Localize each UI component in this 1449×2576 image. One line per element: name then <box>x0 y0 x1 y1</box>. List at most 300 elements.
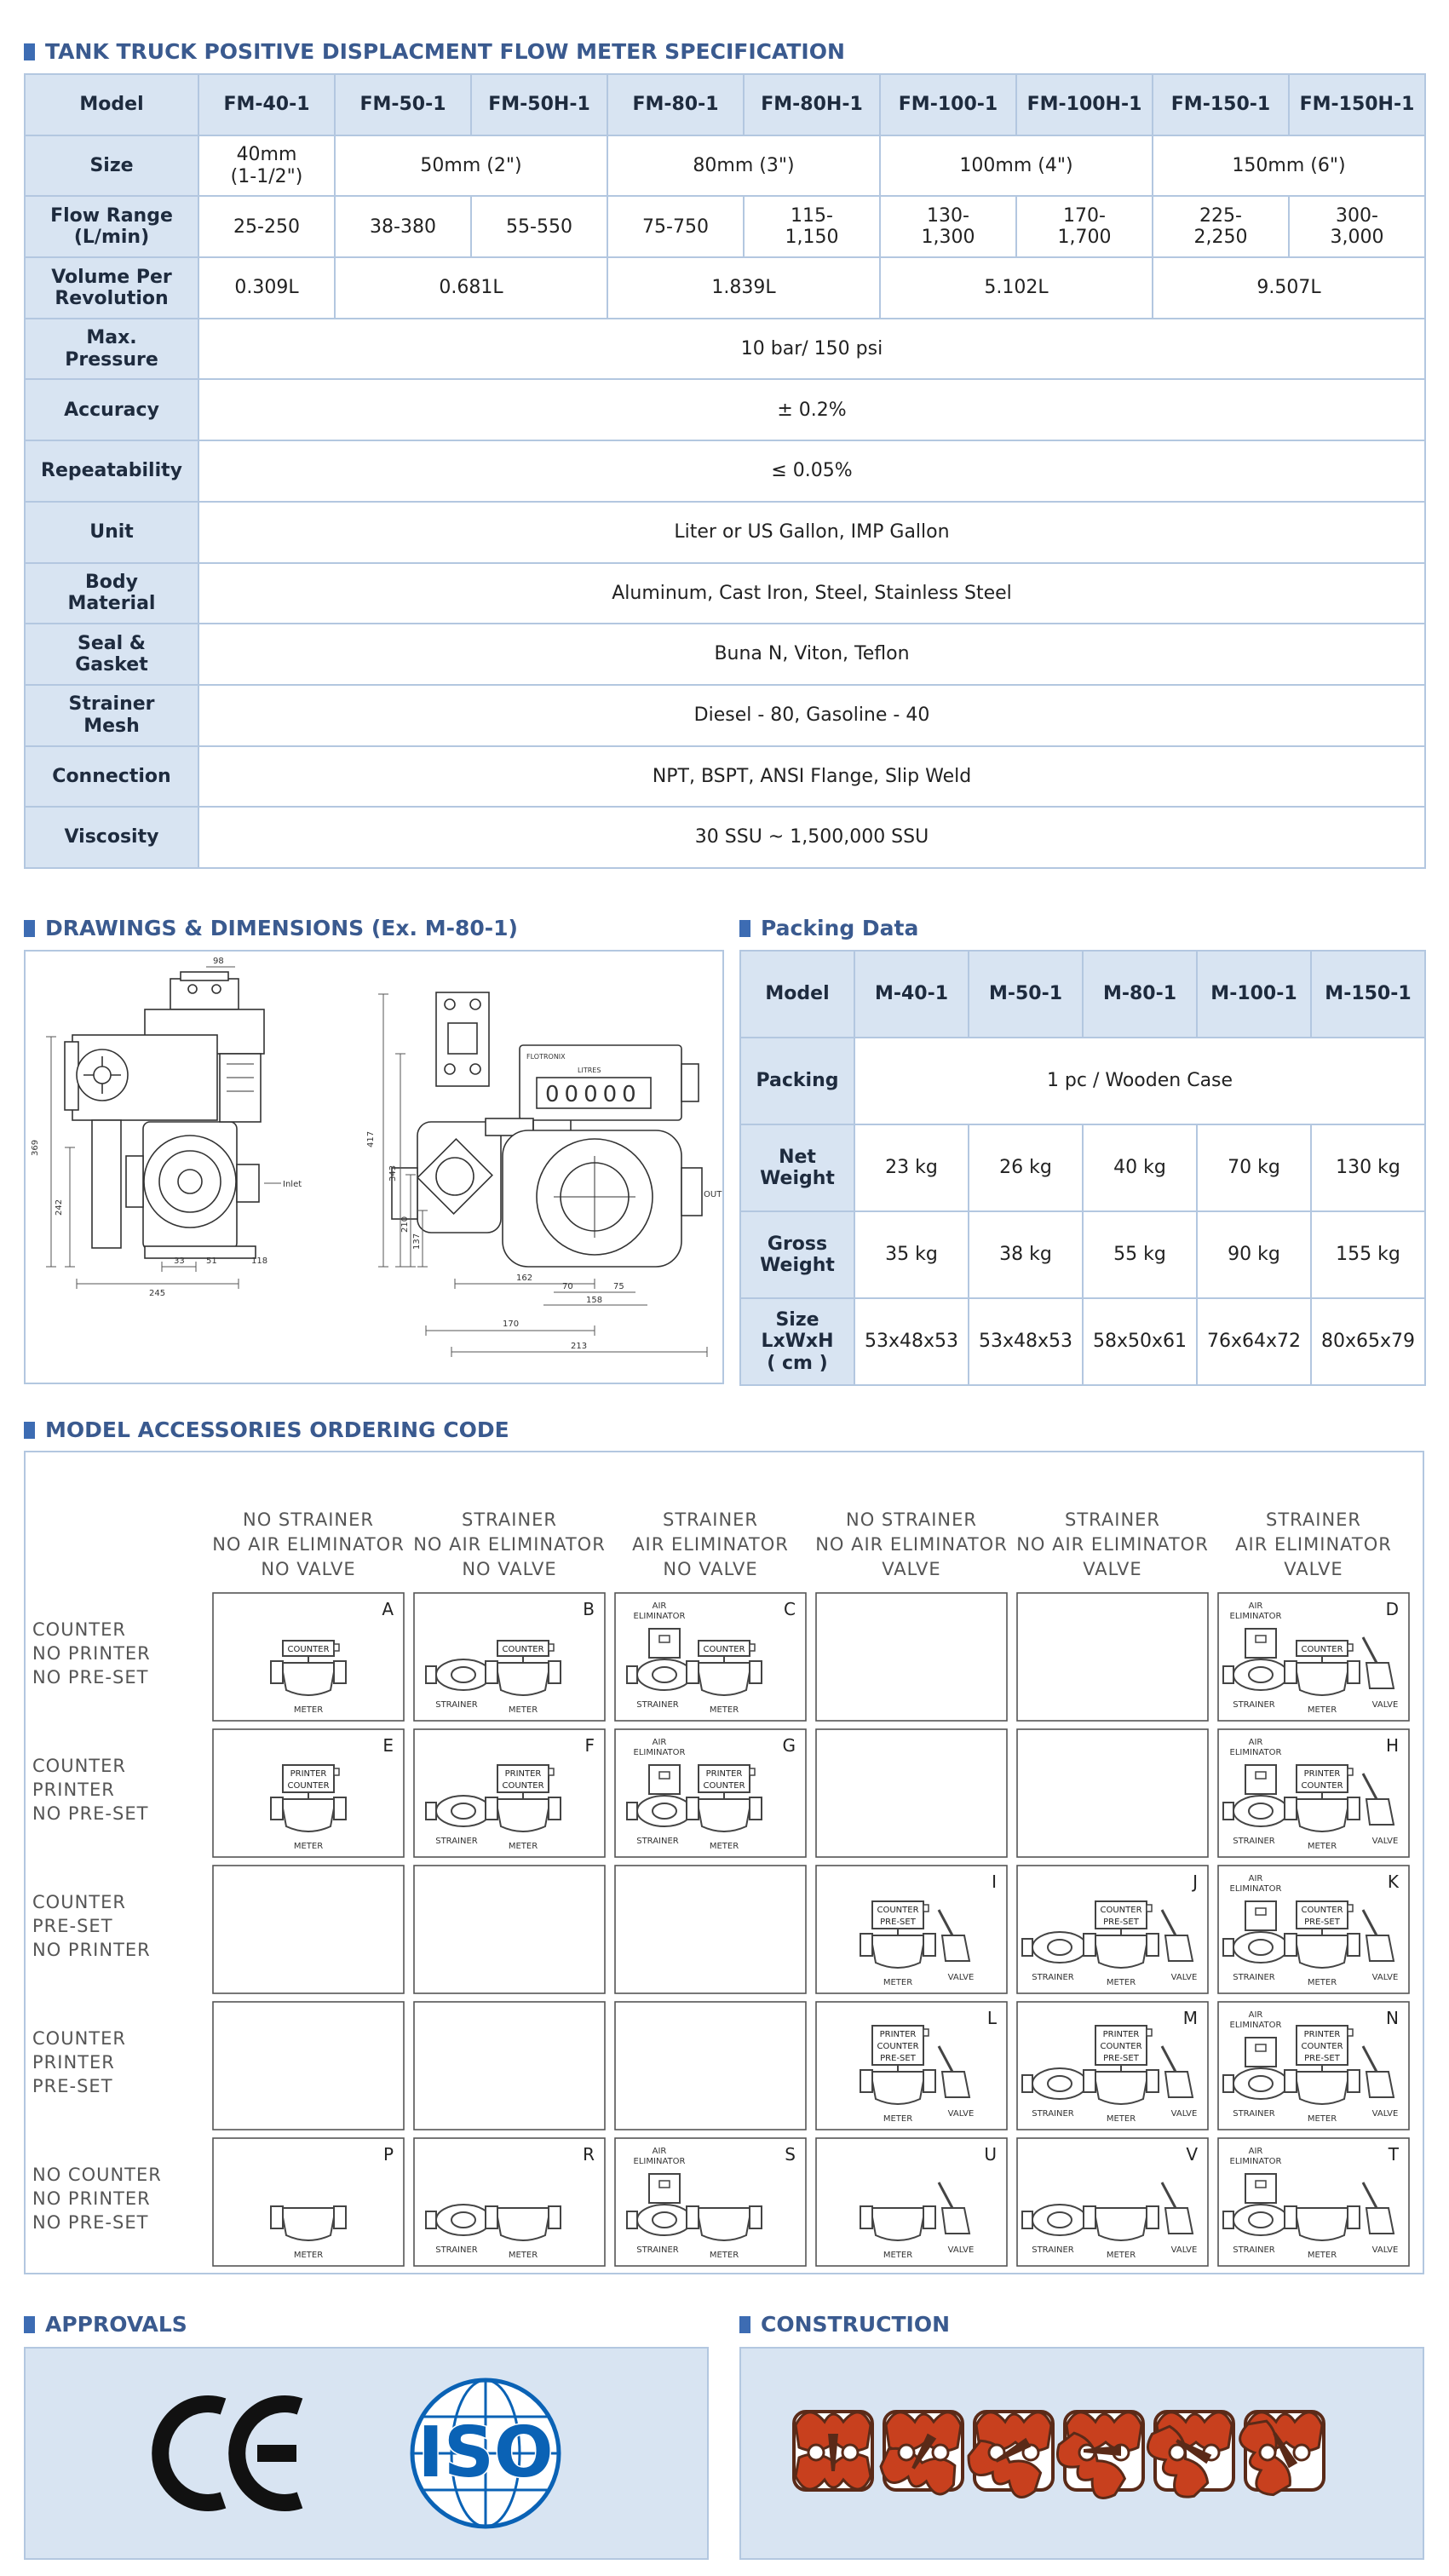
spec-viscosity-value: 30 SSU ~ 1,500,000 SSU <box>198 807 1425 868</box>
column-header-line: NO VALVE <box>462 1559 557 1579</box>
row-header-line: PRE-SET <box>32 1916 113 1936</box>
spec-size-cell: 50mm (2") <box>335 135 607 197</box>
valve-part-label: VALVE <box>1170 2245 1198 2255</box>
dim-75-label: 75 <box>613 1282 624 1291</box>
net-weight-cell: 130 kg <box>1311 1124 1425 1211</box>
strainer-part-label: STRAINER <box>636 2245 679 2255</box>
section-bullet-icon <box>24 2316 35 2333</box>
ordering-code-cell <box>1017 1729 1208 1857</box>
valve-part-label: VALVE <box>1371 1837 1399 1846</box>
spec-model-header: FM-80-1 <box>607 74 744 135</box>
accessories-title-text: MODEL ACCESSORIES ORDERING CODE <box>45 1417 509 1442</box>
strainer-part-label: STRAINER <box>1233 1973 1275 1982</box>
dim-245-label: 245 <box>149 1289 166 1298</box>
packing-size-cell: 80x65x79 <box>1311 1298 1425 1385</box>
row-header-line: NO PRINTER <box>32 2188 151 2209</box>
counter-part-label: COUNTER <box>502 1781 544 1791</box>
air-eliminator-label-top: AIR <box>1248 2147 1263 2156</box>
air-eliminator-label-bottom: ELIMINATOR <box>1229 1748 1282 1757</box>
air-eliminator-label-top: AIR <box>652 1601 667 1611</box>
air-eliminator-label-bottom: ELIMINATOR <box>1229 2157 1282 2166</box>
air-eliminator-label-bottom: ELIMINATOR <box>1229 1612 1282 1621</box>
meter-part-label: METER <box>1106 2251 1136 2260</box>
printer-part-label: PRINTER <box>290 1769 327 1779</box>
meter-part-label: METER <box>293 2251 324 2260</box>
row-header-line: COUNTER <box>32 1619 126 1640</box>
counter-part-label: COUNTER <box>1301 1645 1343 1654</box>
packing-table <box>739 950 1426 1386</box>
meter-part-label: METER <box>293 1842 324 1851</box>
section-bullet-icon <box>739 920 750 937</box>
ordering-code-cell <box>213 1866 404 1993</box>
spec-seal-gasket-value: Buna N, Viton, Teflon <box>198 624 1425 685</box>
air-eliminator-label-bottom: ELIMINATOR <box>1229 1884 1282 1894</box>
drawings-panel <box>24 950 724 1384</box>
packing-size-cell: 53x48x53 <box>854 1298 969 1385</box>
iso-logo-icon <box>412 2380 559 2527</box>
column-header-line: NO AIR ELIMINATOR <box>1016 1534 1209 1555</box>
meter-part-label: METER <box>1106 1978 1136 1987</box>
meter-part-label: METER <box>1307 1705 1337 1715</box>
meter-part-label: METER <box>1307 1978 1337 1987</box>
preset-part-label: PRE-SET <box>1103 1918 1139 1927</box>
air-eliminator-label-bottom: ELIMINATOR <box>633 2157 686 2166</box>
spec-label-viscosity: Viscosity <box>25 807 198 868</box>
column-header-line: NO VALVE <box>261 1559 356 1579</box>
spec-model-header: FM-150-1 <box>1153 74 1289 135</box>
strainer-part-label: STRAINER <box>435 1837 478 1846</box>
gross-weight-cell: 35 kg <box>854 1211 969 1298</box>
printer-part-label: PRINTER <box>879 2030 917 2039</box>
row-header-line: COUNTER <box>32 1892 126 1912</box>
spec-label-accuracy: Accuracy <box>25 379 198 440</box>
strainer-part-label: STRAINER <box>435 2245 478 2255</box>
spec-accuracy-value: ± 0.2% <box>198 379 1425 440</box>
meter-part-label: METER <box>508 1842 538 1851</box>
ce-mark-icon <box>26 2349 300 2503</box>
spec-row <box>25 502 1425 563</box>
ordering-code-cell <box>1218 1593 1409 1721</box>
spec-row <box>25 807 1425 868</box>
ordering-code-letter: C <box>784 1599 796 1619</box>
packing-title-text: Packing Data <box>761 916 919 940</box>
meter-part-label: METER <box>709 1705 739 1715</box>
counter-digits: 00000 <box>545 1082 641 1107</box>
ordering-code-cell <box>414 2138 605 2266</box>
ordering-code-letter: K <box>1387 1872 1399 1892</box>
spec-row <box>25 379 1425 440</box>
column-header-line: STRAINER <box>461 1509 558 1530</box>
ordering-code-cell <box>414 1866 605 1993</box>
ordering-code-cell <box>816 2002 1007 2130</box>
spec-flow-range-cell: 130- 1,300 <box>880 196 1016 257</box>
preset-part-label: PRE-SET <box>1304 2054 1340 2063</box>
approvals-logos <box>26 2349 707 2558</box>
spec-label-flow-range: Flow Range (L/min) <box>25 196 198 257</box>
spec-row <box>25 746 1425 808</box>
packing-value: 1 pc / Wooden Case <box>854 1038 1425 1124</box>
packing-label-net-weight: Net Weight <box>740 1124 854 1211</box>
counter-part-label: COUNTER <box>502 1645 544 1654</box>
column-header-line: AIR ELIMINATOR <box>1235 1534 1392 1555</box>
spec-row <box>25 440 1425 502</box>
ordering-code-cell <box>1017 1593 1208 1721</box>
ordering-code-cell <box>414 1593 605 1721</box>
rotor-stage-icon <box>963 2412 1053 2502</box>
counter-part-label: COUNTER <box>1301 1781 1343 1791</box>
spec-label-body-material: Body Material <box>25 563 198 624</box>
meter-part-label: METER <box>1106 2114 1136 2124</box>
spec-model-header: FM-100-1 <box>880 74 1016 135</box>
drawings-title-text: DRAWINGS & DIMENSIONS (Ex. M-80-1) <box>45 916 518 940</box>
printer-part-label: PRINTER <box>504 1769 542 1779</box>
rotor-stage-icon <box>794 2412 872 2490</box>
valve-part-label: VALVE <box>1170 2109 1198 2119</box>
spec-label-model: Model <box>25 74 198 135</box>
row-header-line: PRE-SET <box>32 2076 113 2096</box>
approvals-title-text: APPROVALS <box>45 2312 187 2337</box>
spec-row <box>25 257 1425 319</box>
gross-weight-cell: 155 kg <box>1311 1211 1425 1298</box>
iso-logo-text: ISO <box>417 2412 554 2493</box>
strainer-part-label: STRAINER <box>636 1700 679 1710</box>
row-header-line: COUNTER <box>32 2028 126 2049</box>
counter-part-label: COUNTER <box>877 1906 919 1915</box>
spec-model-header: FM-40-1 <box>198 74 335 135</box>
dim-51-label: 51 <box>206 1256 217 1266</box>
ordering-code-letter: V <box>1186 2144 1198 2165</box>
spec-max-pressure-value: 10 bar/ 150 psi <box>198 319 1425 380</box>
strainer-part-label: STRAINER <box>1032 1973 1074 1982</box>
spec-flow-range-cell: 300- 3,000 <box>1289 196 1425 257</box>
packing-label-packing: Packing <box>740 1038 854 1124</box>
ordering-code-letter: U <box>984 2144 997 2165</box>
net-weight-cell: 23 kg <box>854 1124 969 1211</box>
net-weight-cell: 70 kg <box>1197 1124 1311 1211</box>
meter-part-label: METER <box>883 2114 913 2124</box>
column-header-line: STRAINER <box>1265 1509 1362 1530</box>
ordering-code-letter: H <box>1385 1735 1399 1756</box>
air-eliminator-label-top: AIR <box>1248 1738 1263 1747</box>
ordering-code-letter: R <box>583 2144 595 2165</box>
rotor-stage-icon <box>877 2412 963 2497</box>
valve-part-label: VALVE <box>1371 2109 1399 2119</box>
preset-part-label: PRE-SET <box>1103 2054 1139 2063</box>
section-bullet-icon <box>24 43 35 60</box>
spec-row <box>25 563 1425 624</box>
counter-part-label: COUNTER <box>1100 1906 1142 1915</box>
preset-part-label: PRE-SET <box>1304 1918 1340 1927</box>
column-header-line: NO STRAINER <box>243 1509 374 1530</box>
spec-size-cell: 40mm (1-1/2") <box>198 135 335 197</box>
ordering-code-cell <box>1017 2002 1208 2130</box>
counter-unit-label: LITRES <box>578 1067 601 1074</box>
counter-part-label: COUNTER <box>287 1781 330 1791</box>
ordering-code-letter: A <box>382 1599 394 1619</box>
spec-model-header: FM-100H-1 <box>1016 74 1153 135</box>
strainer-part-label: STRAINER <box>1233 1837 1275 1846</box>
air-eliminator-label-top: AIR <box>1248 1874 1263 1883</box>
inlet-label: Inlet <box>283 1180 302 1189</box>
strainer-part-label: STRAINER <box>1032 2109 1074 2119</box>
out-label: OUT <box>704 1190 722 1199</box>
ordering-code-letter: N <box>1386 2008 1399 2028</box>
ordering-code-cell <box>615 1729 806 1857</box>
spec-label-strainer-mesh: Strainer Mesh <box>25 685 198 746</box>
valve-part-label: VALVE <box>947 2109 975 2119</box>
ordering-code-letter: I <box>992 1872 997 1892</box>
meter-part-label: METER <box>293 1705 324 1715</box>
dim-33-label: 33 <box>174 1256 185 1266</box>
packing-label-model: Model <box>740 951 854 1038</box>
column-header-line: NO AIR ELIMINATOR <box>212 1534 405 1555</box>
spec-strainer-mesh-value: Diesel - 80, Gasoline - 40 <box>198 685 1425 746</box>
spec-unit-value: Liter or US Gallon, IMP Gallon <box>198 502 1425 563</box>
construction-title-text: CONSTRUCTION <box>761 2312 951 2337</box>
air-eliminator-label-bottom: ELIMINATOR <box>633 1748 686 1757</box>
row-header-line: NO PRINTER <box>32 1940 151 1960</box>
packing-size-cell: 58x50x61 <box>1083 1298 1197 1385</box>
column-header-line: STRAINER <box>1064 1509 1161 1530</box>
printer-part-label: PRINTER <box>705 1769 743 1779</box>
spec-label-unit: Unit <box>25 502 198 563</box>
column-header-line: NO STRAINER <box>846 1509 977 1530</box>
spec-row <box>25 685 1425 746</box>
ordering-code-cell <box>816 2138 1007 2266</box>
spec-model-header: FM-150H-1 <box>1289 74 1425 135</box>
ordering-code-cell <box>1017 1866 1208 1993</box>
ordering-code-cell <box>414 1729 605 1857</box>
construction-section-title <box>739 2312 950 2337</box>
preset-part-label: PRE-SET <box>880 1918 916 1927</box>
packing-label-size: Size LxWxH ( cm ) <box>740 1298 854 1385</box>
rotor-stage-icon <box>1141 2412 1233 2504</box>
dim-170-label: 170 <box>503 1320 520 1329</box>
valve-part-label: VALVE <box>947 2245 975 2255</box>
ordering-code-cell <box>615 2002 806 2130</box>
ordering-code-letter: L <box>986 2008 997 2028</box>
ordering-code-letter: M <box>1182 2008 1198 2028</box>
column-header-line: VALVE <box>1083 1559 1142 1579</box>
ordering-code-letter: B <box>583 1599 595 1619</box>
spec-title-text: TANK TRUCK POSITIVE DISPLACMENT FLOW METER SPECIFICATION <box>45 39 845 64</box>
gross-weight-cell: 55 kg <box>1083 1211 1197 1298</box>
dim-417-label: 417 <box>366 1130 376 1147</box>
spec-flow-range-cell: 170- 1,700 <box>1016 196 1153 257</box>
spec-table <box>24 73 1426 869</box>
meter-dimension-drawing <box>26 952 722 1383</box>
air-eliminator-label-top: AIR <box>1248 2010 1263 2020</box>
spec-row <box>25 74 1425 135</box>
row-header-line: NO PRINTER <box>32 1643 151 1664</box>
packing-model-header: M-40-1 <box>854 951 969 1038</box>
spec-label-repeatability: Repeatability <box>25 440 198 502</box>
strainer-part-label: STRAINER <box>636 1837 679 1846</box>
row-header-line: PRINTER <box>32 1780 115 1800</box>
dim-70-label: 70 <box>562 1282 573 1291</box>
strainer-part-label: STRAINER <box>1233 1700 1275 1710</box>
spec-label-max-pressure: Max. Pressure <box>25 319 198 380</box>
spec-volume-cell: 0.309L <box>198 257 335 319</box>
packing-size-cell: 53x48x53 <box>969 1298 1083 1385</box>
valve-part-label: VALVE <box>947 1973 975 1982</box>
net-weight-cell: 40 kg <box>1083 1124 1197 1211</box>
ordering-code-cell <box>615 1866 806 1993</box>
spec-row <box>25 319 1425 380</box>
spec-connection-value: NPT, BSPT, ANSI Flange, Slip Weld <box>198 746 1425 808</box>
ordering-code-cell <box>414 2002 605 2130</box>
dim-210-label: 210 <box>400 1216 410 1233</box>
meter-part-label: METER <box>508 2251 538 2260</box>
ordering-code-cell <box>816 1593 1007 1721</box>
ordering-code-cell <box>213 1593 404 1721</box>
row-header-line: NO PRE-SET <box>32 1803 149 1824</box>
spec-flow-range-cell: 55-550 <box>471 196 607 257</box>
packing-model-header: M-80-1 <box>1083 951 1197 1038</box>
side-view-drawing <box>366 992 722 1357</box>
column-header-line: VALVE <box>1284 1559 1343 1579</box>
valve-part-label: VALVE <box>1371 1973 1399 1982</box>
section-bullet-icon <box>24 920 35 937</box>
packing-row <box>740 951 1425 1038</box>
column-header-line: STRAINER <box>662 1509 759 1530</box>
spec-model-header: FM-50H-1 <box>471 74 607 135</box>
dim-369-label: 369 <box>31 1139 40 1156</box>
spec-label-seal-gasket: Seal & Gasket <box>25 624 198 685</box>
strainer-part-label: STRAINER <box>1233 2245 1275 2255</box>
spec-repeatability-value: ≤ 0.05% <box>198 440 1425 502</box>
packing-row <box>740 1038 1425 1124</box>
spec-flow-range-cell: 225- 2,250 <box>1153 196 1289 257</box>
drawings-section-title <box>24 916 518 940</box>
column-header-line: NO AIR ELIMINATOR <box>815 1534 1008 1555</box>
counter-part-label: COUNTER <box>287 1645 330 1654</box>
accessories-section-title <box>24 1417 509 1442</box>
ordering-code-letter: F <box>584 1735 595 1756</box>
counter-part-label: COUNTER <box>1100 2042 1142 2051</box>
printer-part-label: PRINTER <box>1102 2030 1140 2039</box>
ordering-code-cell <box>213 1729 404 1857</box>
construction-panel <box>739 2347 1424 2560</box>
approvals-panel <box>24 2347 709 2560</box>
dim-213-label: 213 <box>571 1342 588 1351</box>
accessories-panel <box>24 1451 1424 2274</box>
valve-part-label: VALVE <box>1170 1973 1198 1982</box>
dim-158-label: 158 <box>586 1296 603 1305</box>
meter-part-label: METER <box>883 1978 913 1987</box>
spec-model-header: FM-80H-1 <box>744 74 880 135</box>
ordering-code-letter: P <box>382 2144 394 2165</box>
dim-343-label: 343 <box>388 1164 398 1182</box>
counter-part-label: COUNTER <box>703 1781 745 1791</box>
approvals-section-title <box>24 2312 187 2337</box>
meter-part-label: METER <box>508 1705 538 1715</box>
air-eliminator-label-top: AIR <box>1248 1601 1263 1611</box>
ordering-code-letter: G <box>782 1735 796 1756</box>
ordering-code-cell <box>1218 1866 1409 1993</box>
packing-model-header: M-100-1 <box>1197 951 1311 1038</box>
valve-part-label: VALVE <box>1371 1700 1399 1710</box>
row-header-line: COUNTER <box>32 1756 126 1776</box>
gross-weight-cell: 38 kg <box>969 1211 1083 1298</box>
ordering-code-cell <box>816 1729 1007 1857</box>
column-header-line: NO VALVE <box>663 1559 758 1579</box>
ordering-code-cell <box>1017 2138 1208 2266</box>
ordering-code-cell <box>615 1593 806 1721</box>
spec-row <box>25 196 1425 257</box>
strainer-part-label: STRAINER <box>1233 2109 1275 2119</box>
counter-part-label: COUNTER <box>703 1645 745 1654</box>
air-eliminator-label-top: AIR <box>652 2147 667 2156</box>
section-bullet-icon <box>739 2316 750 2333</box>
packing-size-cell: 76x64x72 <box>1197 1298 1311 1385</box>
column-header-line: VALVE <box>882 1559 941 1579</box>
dim-162-label: 162 <box>516 1274 533 1283</box>
spec-volume-cell: 9.507L <box>1153 257 1425 319</box>
ordering-code-letter: T <box>1388 2144 1399 2165</box>
dim-137-label: 137 <box>412 1233 422 1250</box>
rotor-stage-icon <box>1050 2412 1143 2504</box>
spec-flow-range-cell: 115- 1,150 <box>744 196 880 257</box>
air-eliminator-label-top: AIR <box>652 1738 667 1747</box>
ordering-code-cell <box>1218 2138 1409 2266</box>
spec-row <box>25 624 1425 685</box>
spec-label-volume: Volume Per Revolution <box>25 257 198 319</box>
counter-brand-label: FLOTRONIX <box>526 1053 566 1061</box>
dim-242-label: 242 <box>55 1199 64 1216</box>
ordering-code-grid <box>26 1452 1423 2273</box>
valve-part-label: VALVE <box>1371 2245 1399 2255</box>
spec-flow-range-cell: 38-380 <box>335 196 471 257</box>
printer-part-label: PRINTER <box>1303 2030 1341 2039</box>
row-header-line: NO PRE-SET <box>32 2212 149 2233</box>
row-header-line: NO COUNTER <box>32 2165 162 2185</box>
meter-part-label: METER <box>709 1842 739 1851</box>
section-bullet-icon <box>24 1422 35 1439</box>
front-view-drawing <box>31 957 302 1298</box>
packing-label-gross-weight: Gross Weight <box>740 1211 854 1298</box>
ordering-code-letter: S <box>785 2144 796 2165</box>
counter-part-label: COUNTER <box>877 2042 919 2051</box>
spec-size-cell: 100mm (4") <box>880 135 1153 197</box>
meter-part-label: METER <box>709 2251 739 2260</box>
spec-model-header: FM-50-1 <box>335 74 471 135</box>
packing-row <box>740 1124 1425 1211</box>
preset-part-label: PRE-SET <box>880 2054 916 2063</box>
dim-118-label: 118 <box>251 1256 268 1266</box>
row-header-line: NO PRE-SET <box>32 1667 149 1688</box>
strainer-part-label: STRAINER <box>1032 2245 1074 2255</box>
spec-label-size: Size <box>25 135 198 197</box>
column-header-line: NO AIR ELIMINATOR <box>413 1534 606 1555</box>
ordering-code-cell <box>1218 1729 1409 1857</box>
ordering-code-letter: E <box>382 1735 394 1756</box>
gross-weight-cell: 90 kg <box>1197 1211 1311 1298</box>
spec-volume-cell: 0.681L <box>335 257 607 319</box>
ordering-code-cell <box>1218 2002 1409 2130</box>
meter-part-label: METER <box>1307 2114 1337 2124</box>
spec-body-material-value: Aluminum, Cast Iron, Steel, Stainless Steel <box>198 563 1425 624</box>
packing-row <box>740 1298 1425 1385</box>
ordering-code-letter: D <box>1385 1599 1399 1619</box>
ordering-code-letter: J <box>1193 1872 1198 1892</box>
air-eliminator-label-bottom: ELIMINATOR <box>1229 2021 1282 2030</box>
spec-size-cell: 80mm (3") <box>607 135 880 197</box>
packing-model-header: M-150-1 <box>1311 951 1425 1038</box>
air-eliminator-label-bottom: ELIMINATOR <box>633 1612 686 1621</box>
meter-part-label: METER <box>883 2251 913 2260</box>
printer-part-label: PRINTER <box>1303 1769 1341 1779</box>
